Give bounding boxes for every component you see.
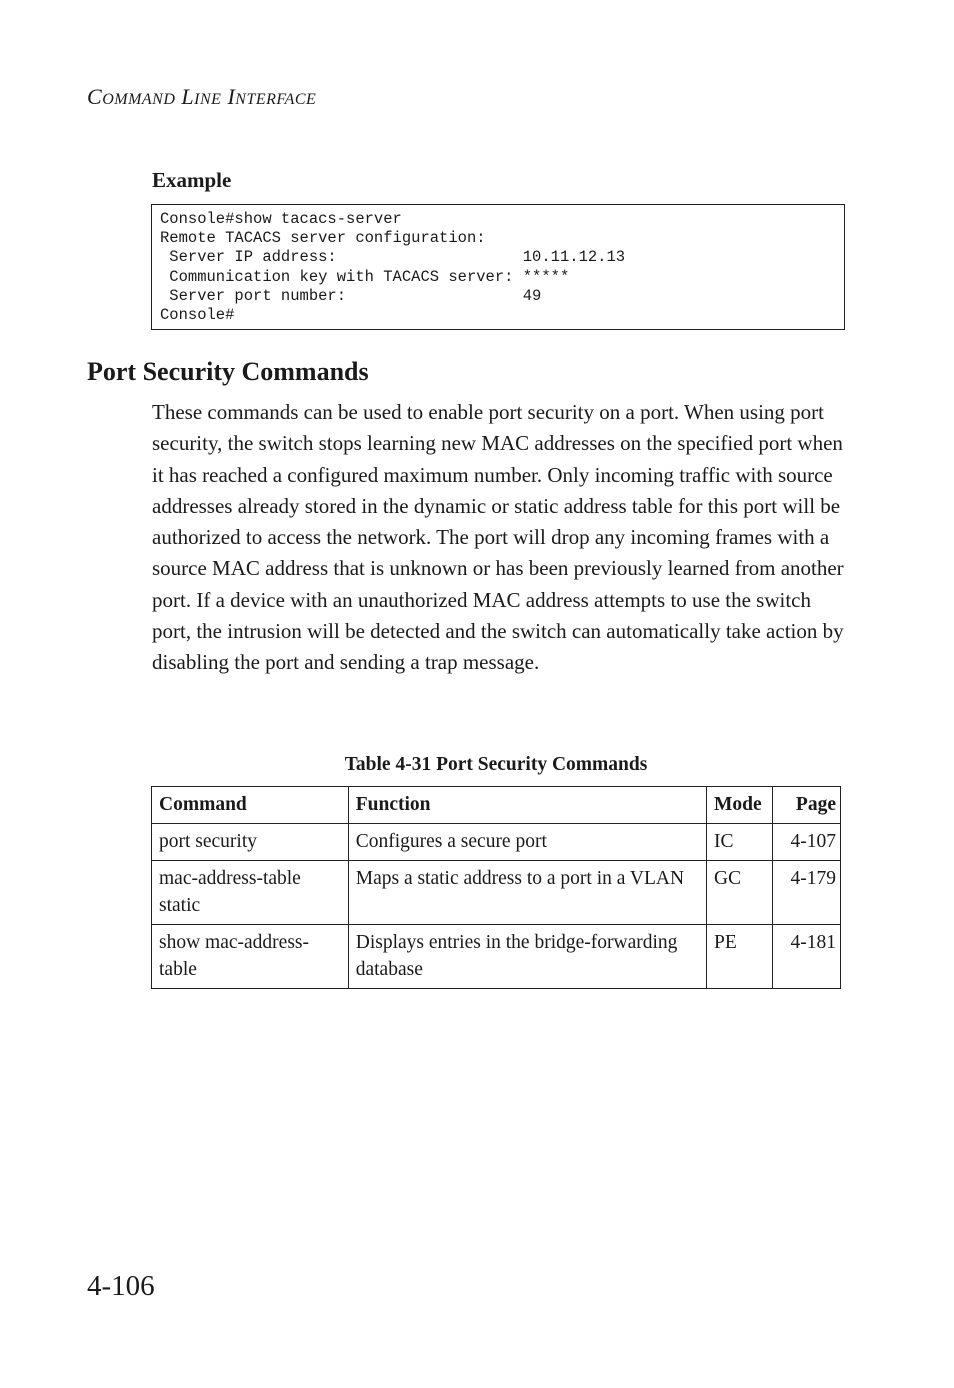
cell-mode: IC: [707, 824, 773, 861]
code-line: Server IP address: 10.11.12.13: [160, 248, 626, 267]
table-row: [152, 861, 841, 925]
page-number: 4-106: [87, 1270, 155, 1302]
table-header-row: [152, 787, 841, 824]
cell-page: 4-179: [773, 861, 841, 925]
column-header-command: Command: [152, 787, 349, 824]
code-line: Communication key with TACACS server: *****: [160, 267, 570, 286]
column-header-mode: Mode: [707, 787, 773, 824]
column-header-function: Function: [348, 787, 706, 824]
table-row: [152, 925, 841, 989]
cell-mode: GC: [707, 861, 773, 925]
running-head: [87, 84, 316, 110]
code-line: Console#show tacacs-server: [160, 210, 402, 228]
cell-command: show mac-address-table: [152, 925, 349, 989]
cell-mode: PE: [707, 925, 773, 989]
cell-function: Displays entries in the bridge-forwarding database: [348, 925, 706, 989]
cell-command: port security: [152, 824, 349, 861]
section-heading: Port Security Commands: [87, 357, 369, 386]
cell-page: 4-107: [773, 824, 841, 861]
table-row: [152, 824, 841, 861]
code-line: Remote TACACS server configuration:: [160, 229, 486, 248]
cell-function: Maps a static address to a port in a VLAN: [348, 861, 706, 925]
cell-page: 4-181: [773, 925, 841, 989]
example-label: Example: [152, 168, 232, 192]
running-head-display: COMMAND LINE INTERFACE: [87, 84, 317, 109]
cell-command: mac-address-table static: [152, 861, 349, 925]
column-header-page: Page: [773, 787, 841, 824]
code-block: [151, 204, 845, 330]
code-line: Server port number: 49: [160, 286, 542, 305]
code-line: Console#: [160, 306, 235, 325]
table-caption: Table 4-31 Port Security Commands: [344, 754, 648, 775]
section-body-paragraph: These commands can be used to enable port security on a port. When using port security, the switch stops learning new MAC addresses on the specified port when it has reached a configured maximum number. Only incoming traffic with source addresses already stored in the dynamic or static address table for this port will be authorized to access the network. The port will drop any incoming frames with a source MAC address that is unknown or has been previously learned from another port. If a device with an unauthorized MAC address attempts to use the switch port, the intrusion will be detected and the switch can automatically take action by disabling the port and sending a trap message.: [152, 400, 844, 675]
port-security-commands-table: [151, 786, 841, 989]
cell-function: Configures a secure port: [348, 824, 706, 861]
